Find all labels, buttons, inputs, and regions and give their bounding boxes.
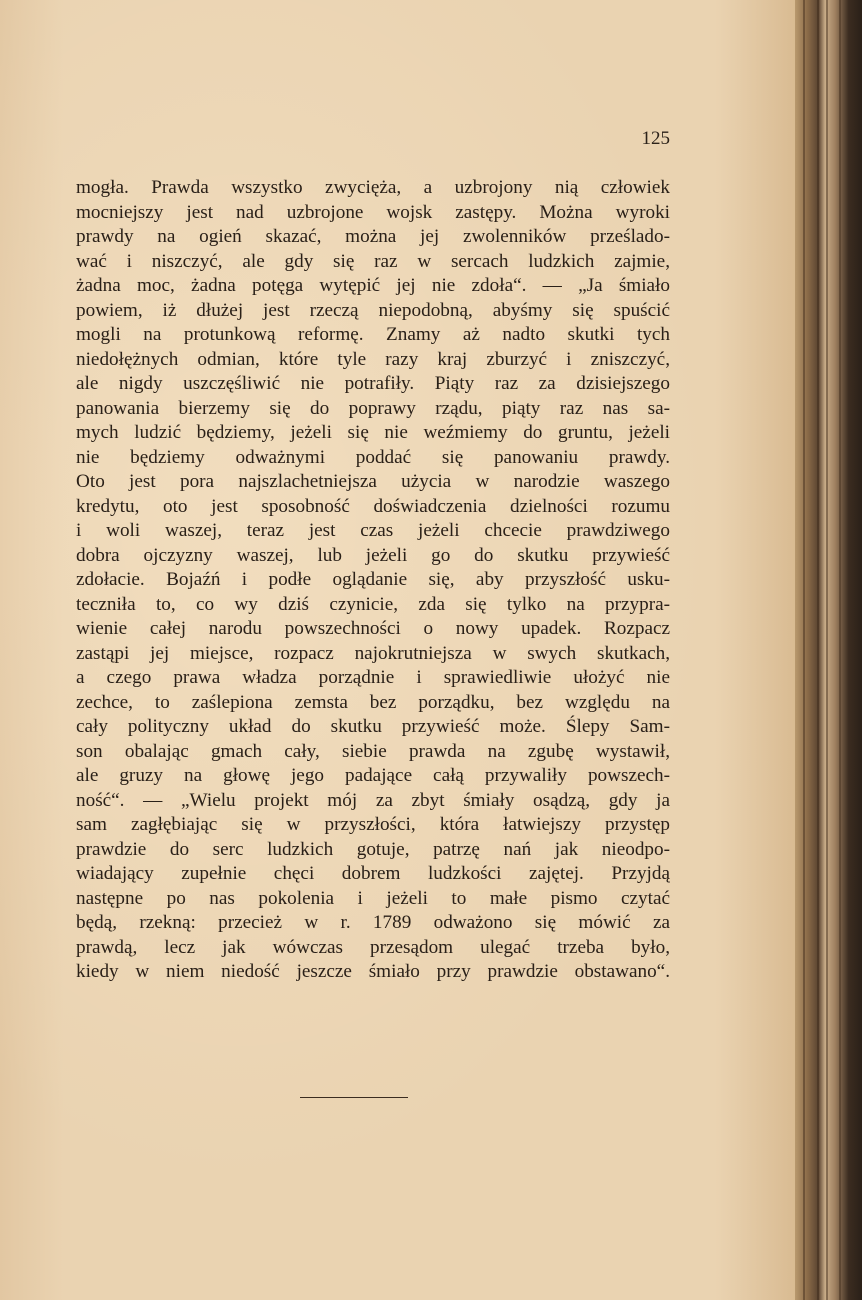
text-line: Oto jest pora najszlachetniejsza użycia w narodzie waszego: [76, 471, 670, 492]
page-number: 125: [641, 128, 670, 149]
text-line: następne po nas pokolenia i jeżeli to małe pismo czytać: [76, 887, 670, 909]
text-line: kiedy w niem niedość jeszcze śmiało przy prawdzie obstawano“.: [76, 961, 670, 982]
text-line: zdołacie. Bojaźń i podłe oglądanie się, aby przyszłość usku-: [76, 569, 670, 590]
text-line: prawdą, lecz jak wówczas przesądom ulegać trzeba było,: [76, 936, 670, 958]
text-line: dobra ojczyzny waszej, lub jeżeli go do skutku przywieść: [76, 544, 670, 566]
text-line: prawdy na ogień skazać, można jej zwolenników prześlado-: [76, 226, 670, 247]
text-line: mogli na protunkową reformę. Znamy aż nadto skutki tych: [76, 324, 670, 345]
text-line: zechce, to zaślepiona zemsta bez porządku, bez względu na: [76, 691, 670, 713]
page-edge-line: [839, 0, 841, 1300]
text-line: son obalając gmach cały, siebie prawda na zgubę wystawił,: [76, 740, 670, 762]
page-body-text: [76, 176, 670, 985]
text-line: kredytu, oto jest sposobność doświadczenia dzielności rozumu: [76, 495, 670, 517]
text-line: mocniejszy jest nad uzbrojone wojsk zastępy. Można wyroki: [76, 201, 670, 223]
text-line: żadna moc, żadna potęga wytępić jej nie zdoła“. — „Ja śmiało: [76, 275, 670, 296]
text-line: prawdzie do serc ludzkich gotuje, patrzę nań jak nieodpo-: [76, 838, 670, 860]
text-line: i woli waszej, teraz jest czas jeżeli chcecie prawdziwego: [76, 520, 670, 541]
text-line: sam zagłębiając się w przyszłości, która łatwiejszy przystęp: [76, 814, 670, 835]
page-edge-line: [817, 0, 819, 1300]
text-line: teczniła to, co wy dziś czynicie, zda się tylko na przypra-: [76, 593, 670, 615]
text-line: cały polityczny układ do skutku przywieść może. Ślepy Sam-: [76, 716, 670, 737]
text-line: wiadający zupełnie chęci dobrem ludzkości zajętej. Przyjdą: [76, 863, 670, 884]
page-edge-line: [826, 0, 828, 1300]
text-line: powiem, iż dłużej jest rzeczą niepodobną, abyśmy się spuścić: [76, 299, 670, 321]
text-line: wienie całej narodu powszechności o nowy upadek. Rozpacz: [76, 618, 670, 639]
text-line: ność“. — „Wielu projekt mój za zbyt śmiały osądzą, gdy ja: [76, 789, 670, 811]
text-line: mych ludzić będziemy, jeżeli się nie weźmiemy do gruntu, jeżeli: [76, 422, 670, 443]
text-line: panowania bierzemy się do poprawy rządu, piąty raz nas sa-: [76, 397, 670, 419]
text-line: mogła. Prawda wszystko zwycięża, a uzbrojony nią człowiek: [76, 177, 670, 198]
page-edge-line: [803, 0, 805, 1300]
text-line: a czego prawa władza porządnie i sprawiedliwie ułożyć nie: [76, 667, 670, 688]
text-line: nie będziemy odważnymi poddać się panowaniu prawdy.: [76, 446, 670, 468]
book-edge: [795, 0, 862, 1300]
text-line: wać i niszczyć, ale gdy się raz w sercach ludzkich zajmie,: [76, 250, 670, 272]
text-line: zastąpi jej miejsce, rozpacz najokrutniejsza w swych skutkach,: [76, 642, 670, 664]
text-line: będą, rzekną: przecież w r. 1789 odważono się mówić za: [76, 912, 670, 933]
section-end-rule: [300, 1097, 408, 1098]
text-line: ale nigdy uszczęśliwić nie potrafiły. Piąty raz za dzisiejszego: [76, 373, 670, 394]
text-line: niedołężnych odmian, które tyle razy kraj zburzyć i zniszczyć,: [76, 348, 670, 370]
text-line: ale gruzy na głowę jego padające całą przywaliły powszech-: [76, 765, 670, 786]
